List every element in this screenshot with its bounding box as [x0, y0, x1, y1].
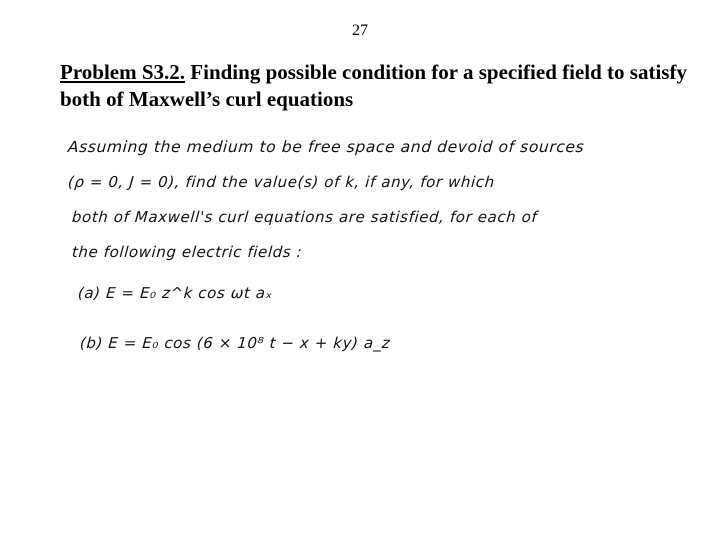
- handwritten-line-3: both of Maxwell's curl equations are satisfied, for each of: [71, 208, 539, 226]
- handwritten-line-2: (ρ = 0, J = 0), find the value(s) of k, if any, for which: [67, 173, 496, 191]
- problem-heading: [60, 59, 700, 113]
- problem-label: Problem S3.2.: [60, 60, 186, 84]
- page-number: 27: [352, 22, 368, 39]
- handwritten-line-4: the following electric fields :: [71, 243, 303, 261]
- problem-title: Finding possible condition for a specified field to satisfy both of Maxwell’s curl equations: [60, 60, 687, 111]
- field-b-equation: (b) E = E₀ cos (6 × 10⁸ t − x + ky) a_z: [79, 334, 391, 352]
- field-a-equation: (a) E = E₀ z^k cos ωt aₓ: [77, 284, 274, 302]
- handwritten-line-1: Assuming the medium to be free space and devoid of sources: [67, 138, 585, 156]
